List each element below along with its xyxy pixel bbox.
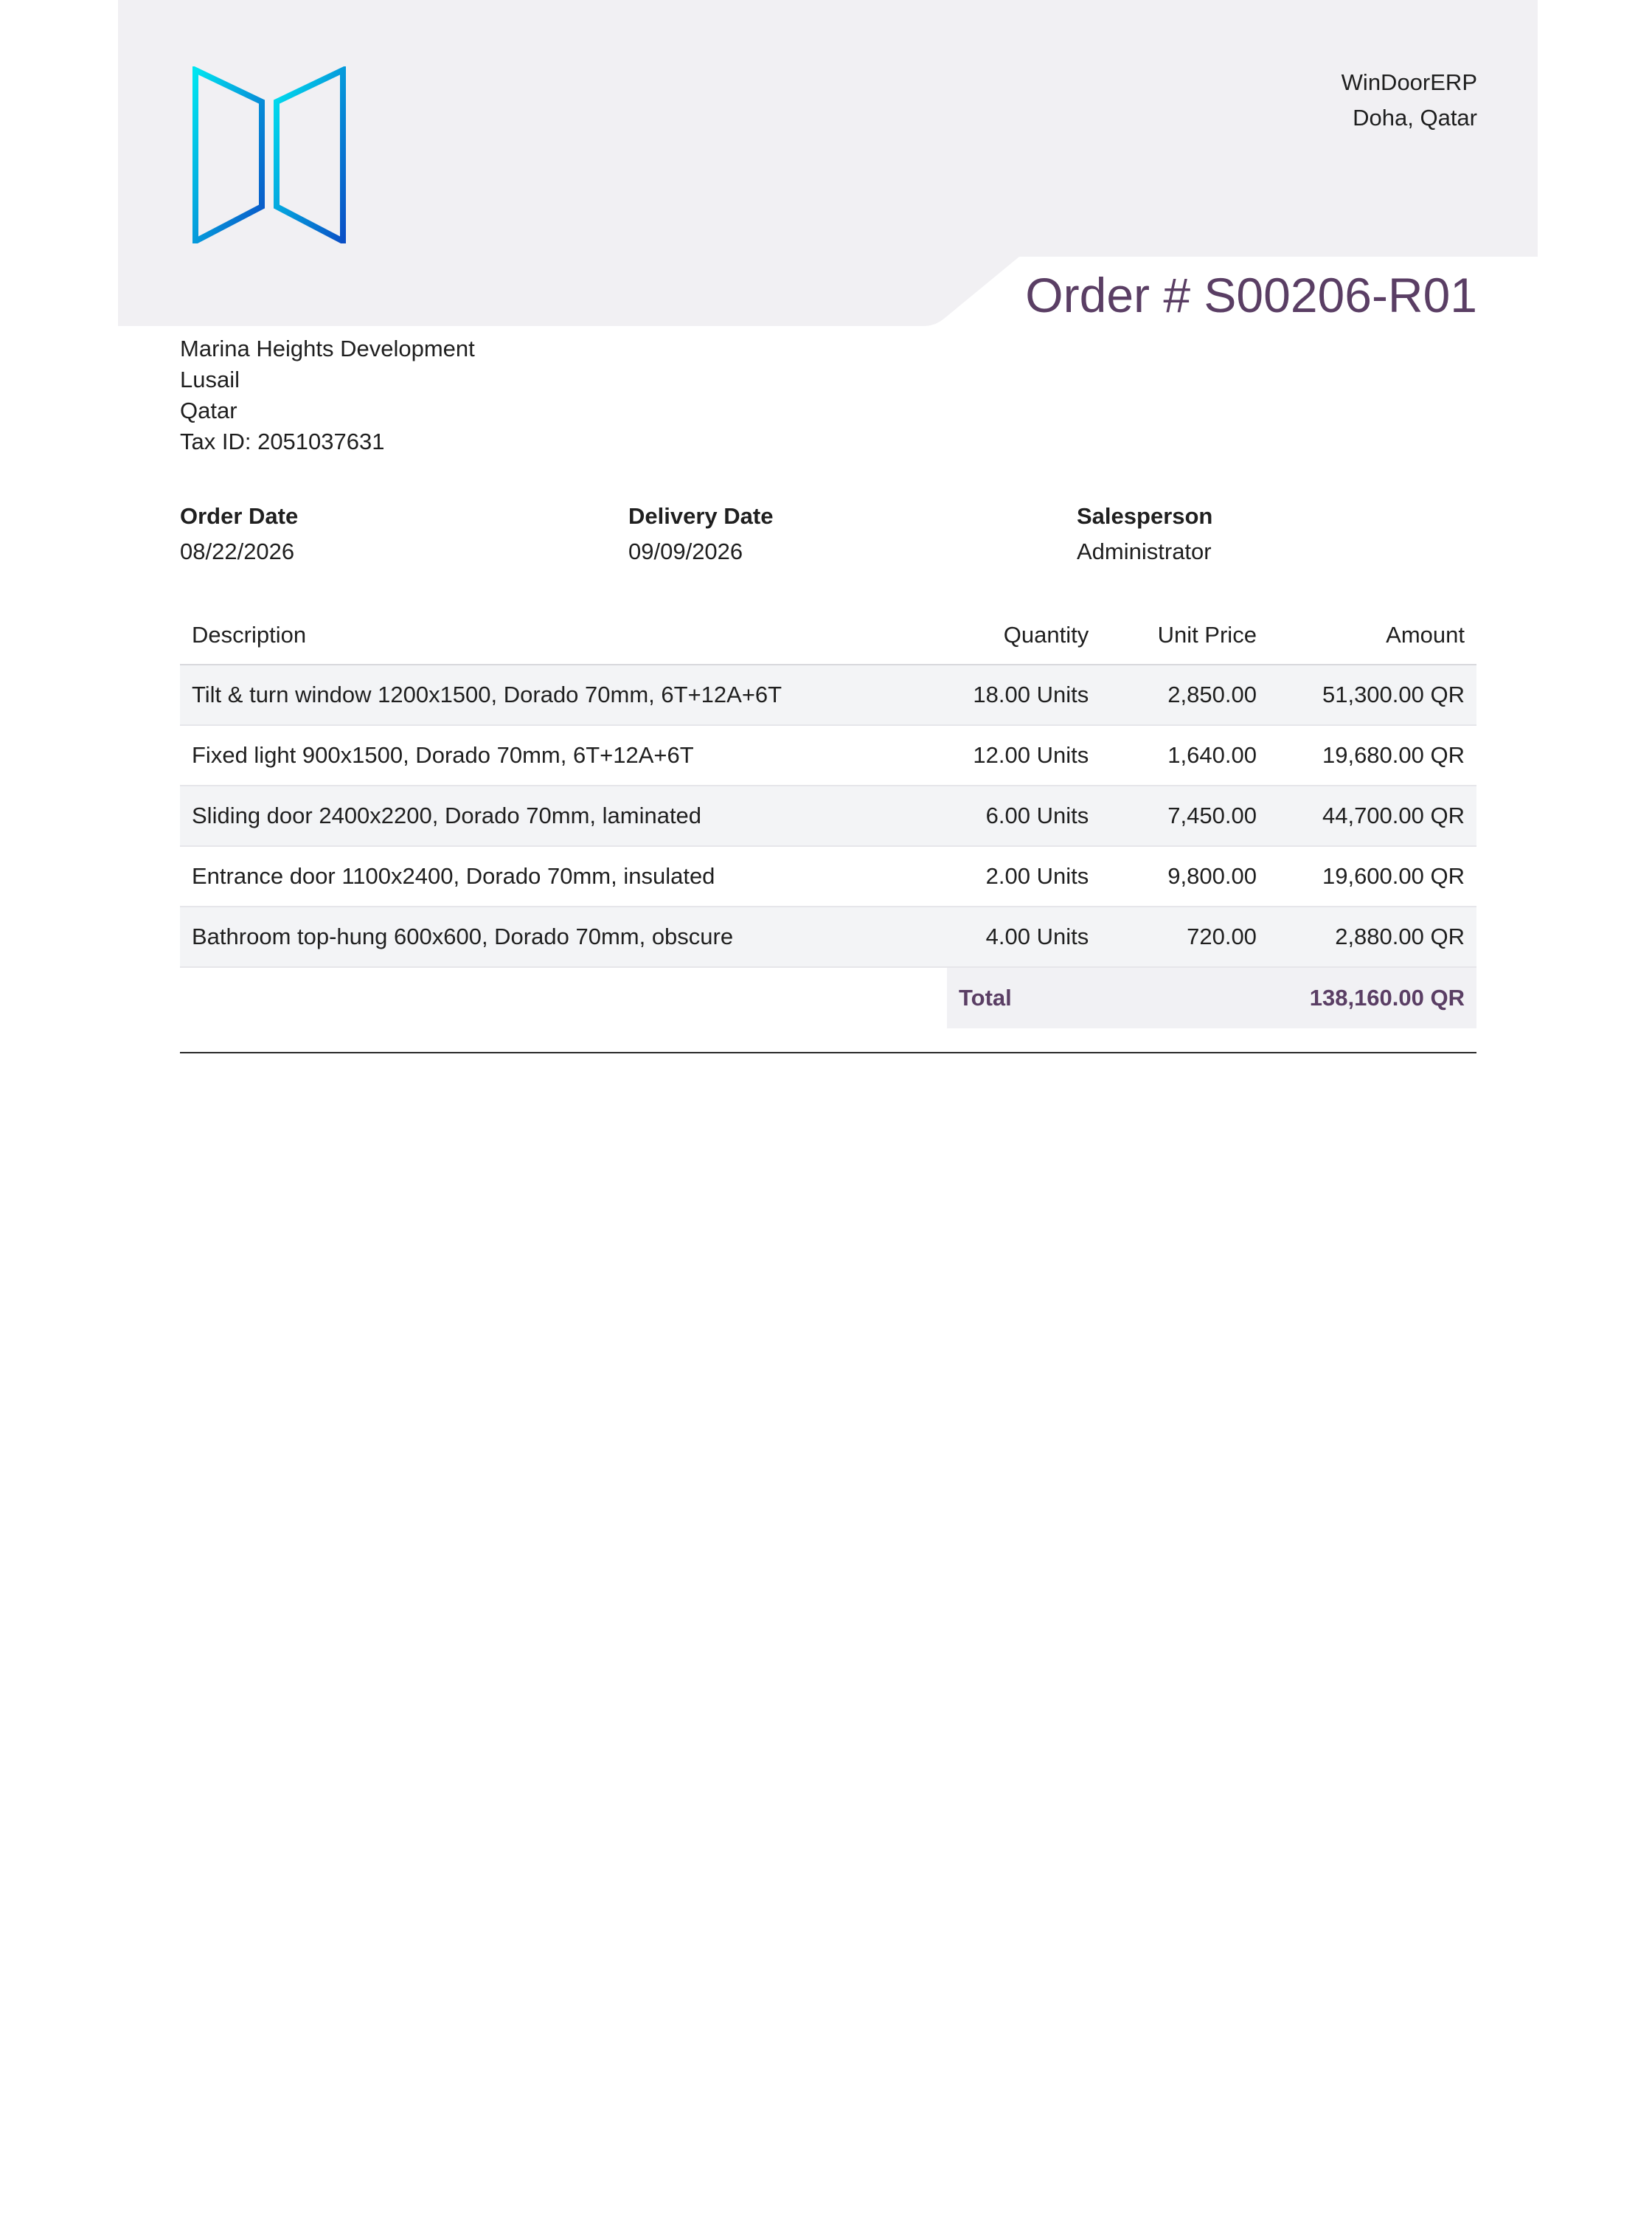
row-unit-price: 7,450.00	[1100, 786, 1268, 846]
header-amount: Amount	[1268, 606, 1476, 665]
order-date-label: Order Date	[180, 503, 299, 529]
row-unit-price: 1,640.00	[1100, 725, 1268, 786]
order-number: S00206-R01	[1204, 268, 1477, 322]
total-label: Total	[959, 985, 1012, 1011]
table-row	[180, 725, 1476, 786]
row-description: Tilt & turn window 1200x1500, Dorado 70mm, 6T+12A+6T	[180, 665, 938, 725]
row-unit-price: 720.00	[1100, 907, 1268, 967]
order-date-value: 08/22/2026	[180, 538, 295, 564]
customer-name: Marina Heights Development	[180, 336, 475, 361]
row-quantity: 4.00 Units	[938, 907, 1100, 967]
table-row	[180, 665, 1476, 725]
row-amount: 19,600.00 QR	[1268, 846, 1476, 907]
row-unit-price: 2,850.00	[1100, 665, 1268, 725]
total-value: 138,160.00 QR	[1309, 985, 1465, 1011]
header-quantity: Quantity	[938, 606, 1100, 665]
customer-country: Qatar	[180, 398, 237, 423]
salesperson-label: Salesperson	[1077, 503, 1213, 529]
row-quantity: 6.00 Units	[938, 786, 1100, 846]
customer-address	[180, 333, 475, 457]
table-row	[180, 907, 1476, 967]
total-row	[947, 968, 1476, 1028]
header-description: Description	[180, 606, 938, 665]
row-amount: 2,880.00 QR	[1268, 907, 1476, 967]
table-row	[180, 846, 1476, 907]
row-quantity: 2.00 Units	[938, 846, 1100, 907]
row-description: Sliding door 2400x2200, Dorado 70mm, laminated	[180, 786, 938, 846]
order-lines-table	[180, 606, 1476, 968]
customer-tax-id: Tax ID: 2051037631	[180, 429, 385, 454]
header-unit-price: Unit Price	[1100, 606, 1268, 665]
company-address	[1342, 65, 1477, 136]
table-row	[180, 786, 1476, 846]
company-logo-icon	[192, 66, 347, 243]
salesperson-block	[1077, 499, 1446, 569]
delivery-date-value: 09/09/2026	[628, 538, 743, 564]
row-unit-price: 9,800.00	[1100, 846, 1268, 907]
order-date-block	[180, 499, 549, 569]
order-title	[1025, 266, 1477, 325]
company-name: WinDoorERP	[1341, 69, 1477, 95]
order-title-prefix: Order #	[1025, 268, 1204, 322]
row-quantity: 18.00 Units	[938, 665, 1100, 725]
divider	[180, 1052, 1476, 1053]
company-city: Doha, Qatar	[1353, 105, 1477, 131]
salesperson-value: Administrator	[1077, 538, 1212, 564]
row-quantity: 12.00 Units	[938, 725, 1100, 786]
table-header-row	[180, 606, 1476, 665]
row-amount: 19,680.00 QR	[1268, 725, 1476, 786]
row-description: Fixed light 900x1500, Dorado 70mm, 6T+12A+6T	[180, 725, 938, 786]
quotation-page	[118, 0, 1538, 2213]
delivery-date-block	[628, 499, 997, 569]
row-amount: 44,700.00 QR	[1268, 786, 1476, 846]
row-description: Bathroom top-hung 600x600, Dorado 70mm, obscure	[180, 907, 938, 967]
delivery-date-label: Delivery Date	[628, 503, 774, 529]
row-description: Entrance door 1100x2400, Dorado 70mm, insulated	[180, 846, 938, 907]
customer-city: Lusail	[180, 367, 240, 392]
row-amount: 51,300.00 QR	[1268, 665, 1476, 725]
